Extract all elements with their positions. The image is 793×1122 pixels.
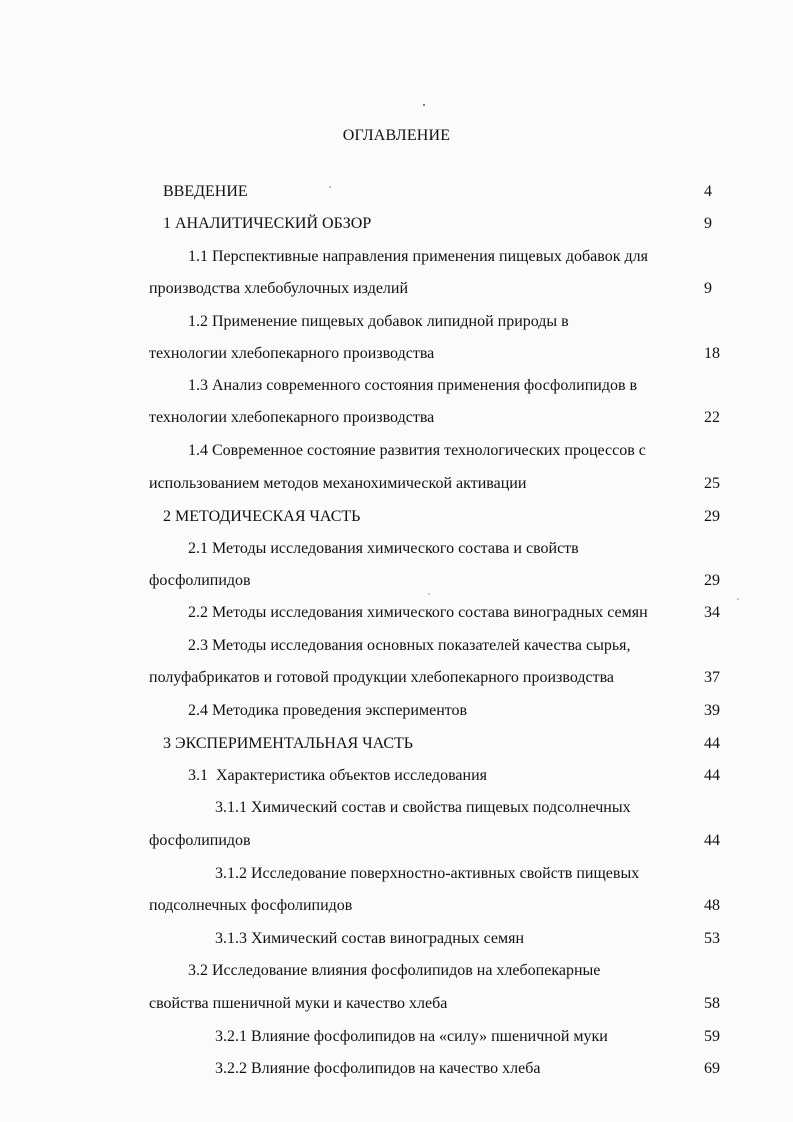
toc-entry-section-1-4-cont: использованием методов механохимической активации — [149, 475, 527, 492]
toc-entry-section-1-1-cont: производства хлебобулочных изделий — [149, 280, 409, 297]
toc-entry-chapter-3: 3 ЭКСПЕРИМЕНТАЛЬНАЯ ЧАСТЬ — [163, 735, 413, 752]
scan-speck — [423, 104, 425, 106]
toc-entry-chapter-2: 2 МЕТОДИЧЕСКАЯ ЧАСТЬ — [163, 508, 361, 525]
toc-entry-section-3-2-cont: свойства пшеничной муки и качество хлеба — [149, 995, 448, 1012]
toc-entry-section-2-3-cont: полуфабрикатов и готовой продукции хлебопекарного производства — [149, 669, 615, 686]
scan-speck — [428, 593, 430, 595]
toc-entry-subsection-3-1-1-cont: фосфолипидов — [149, 832, 251, 849]
toc-entry-section-1-3: 1.3 Анализ современного состояния применения фосфолипидов в — [188, 377, 638, 394]
toc-entry-section-1-2-cont: технологии хлебопекарного производства — [149, 345, 435, 362]
toc-page-number: 25 — [704, 475, 720, 492]
toc-entry-section-3-1: 3.1 Характеристика объектов исследования — [188, 767, 487, 784]
toc-page-number: 34 — [704, 604, 720, 621]
toc-page-number: 48 — [704, 897, 720, 914]
toc-page-number: 59 — [704, 1028, 720, 1045]
toc-entry-section-2-4: 2.4 Методика проведения экспериментов — [188, 702, 468, 719]
toc-entry-section-2-1: 2.1 Методы исследования химического состава и свойств — [188, 540, 579, 557]
toc-page-number: 44 — [704, 735, 720, 752]
toc-entry-subsection-3-2-1: 3.2.1 Влияние фосфолипидов на «силу» пшеничной муки — [215, 1028, 608, 1045]
toc-page-number: 39 — [704, 702, 720, 719]
toc-page-number: 69 — [704, 1060, 720, 1077]
toc-entry-subsection-3-1-2: 3.1.2 Исследование поверхностно-активных свойств пищевых — [215, 865, 640, 882]
toc-entry-section-2-1-cont: фосфолипидов — [149, 572, 251, 589]
toc-page-number: 4 — [704, 183, 712, 200]
toc-page-number: 29 — [704, 508, 720, 525]
toc-entry-section-1-2: 1.2 Применение пищевых добавок липидной природы в — [188, 313, 569, 330]
toc-page-number: 44 — [704, 832, 720, 849]
toc-entry-chapter-1: 1 АНАЛИТИЧЕСКИЙ ОБЗОР — [163, 215, 372, 232]
toc-page-number: 44 — [704, 767, 720, 784]
toc-entry-subsection-3-1-3: 3.1.3 Химический состав виноградных семян — [215, 930, 525, 947]
toc-entry-subsection-3-1-2-cont: подсолнечных фосфолипидов — [149, 897, 353, 914]
toc-entry-section-2-2: 2.2 Методы исследования химического состава виноградных семян — [188, 604, 648, 621]
toc-page-number: 29 — [704, 572, 720, 589]
scan-speck — [329, 186, 331, 188]
toc-entry-introduction: ВВЕДЕНИЕ — [163, 183, 248, 200]
toc-page-number: 9 — [704, 215, 712, 232]
toc-page-number: 9 — [704, 280, 712, 297]
toc-entry-section-1-1: 1.1 Перспективные направления применения пищевых добавок для — [188, 248, 648, 265]
page-title: ОГЛАВЛЕНИЕ — [342, 127, 451, 144]
toc-entry-section-3-2: 3.2 Исследование влияния фосфолипидов на хлебопекарные — [188, 962, 601, 979]
toc-entry-subsection-3-1-1: 3.1.1 Химический состав и свойства пищевых подсолнечных — [215, 799, 631, 816]
toc-page-number: 53 — [704, 930, 720, 947]
toc-page-number: 22 — [704, 409, 720, 426]
toc-entry-section-1-4: 1.4 Современное состояние развития технологических процессов с — [188, 442, 646, 459]
toc-entry-section-2-3: 2.3 Методы исследования основных показателей качества сырья, — [188, 637, 631, 654]
scan-speck — [737, 598, 739, 600]
toc-page-number: 37 — [704, 669, 720, 686]
toc-entry-subsection-3-2-2: 3.2.2 Влияние фосфолипидов на качество хлеба — [215, 1060, 541, 1077]
toc-page-number: 18 — [704, 345, 720, 362]
toc-entry-section-1-3-cont: технологии хлебопекарного производства — [149, 409, 435, 426]
toc-page-number: 58 — [704, 995, 720, 1012]
